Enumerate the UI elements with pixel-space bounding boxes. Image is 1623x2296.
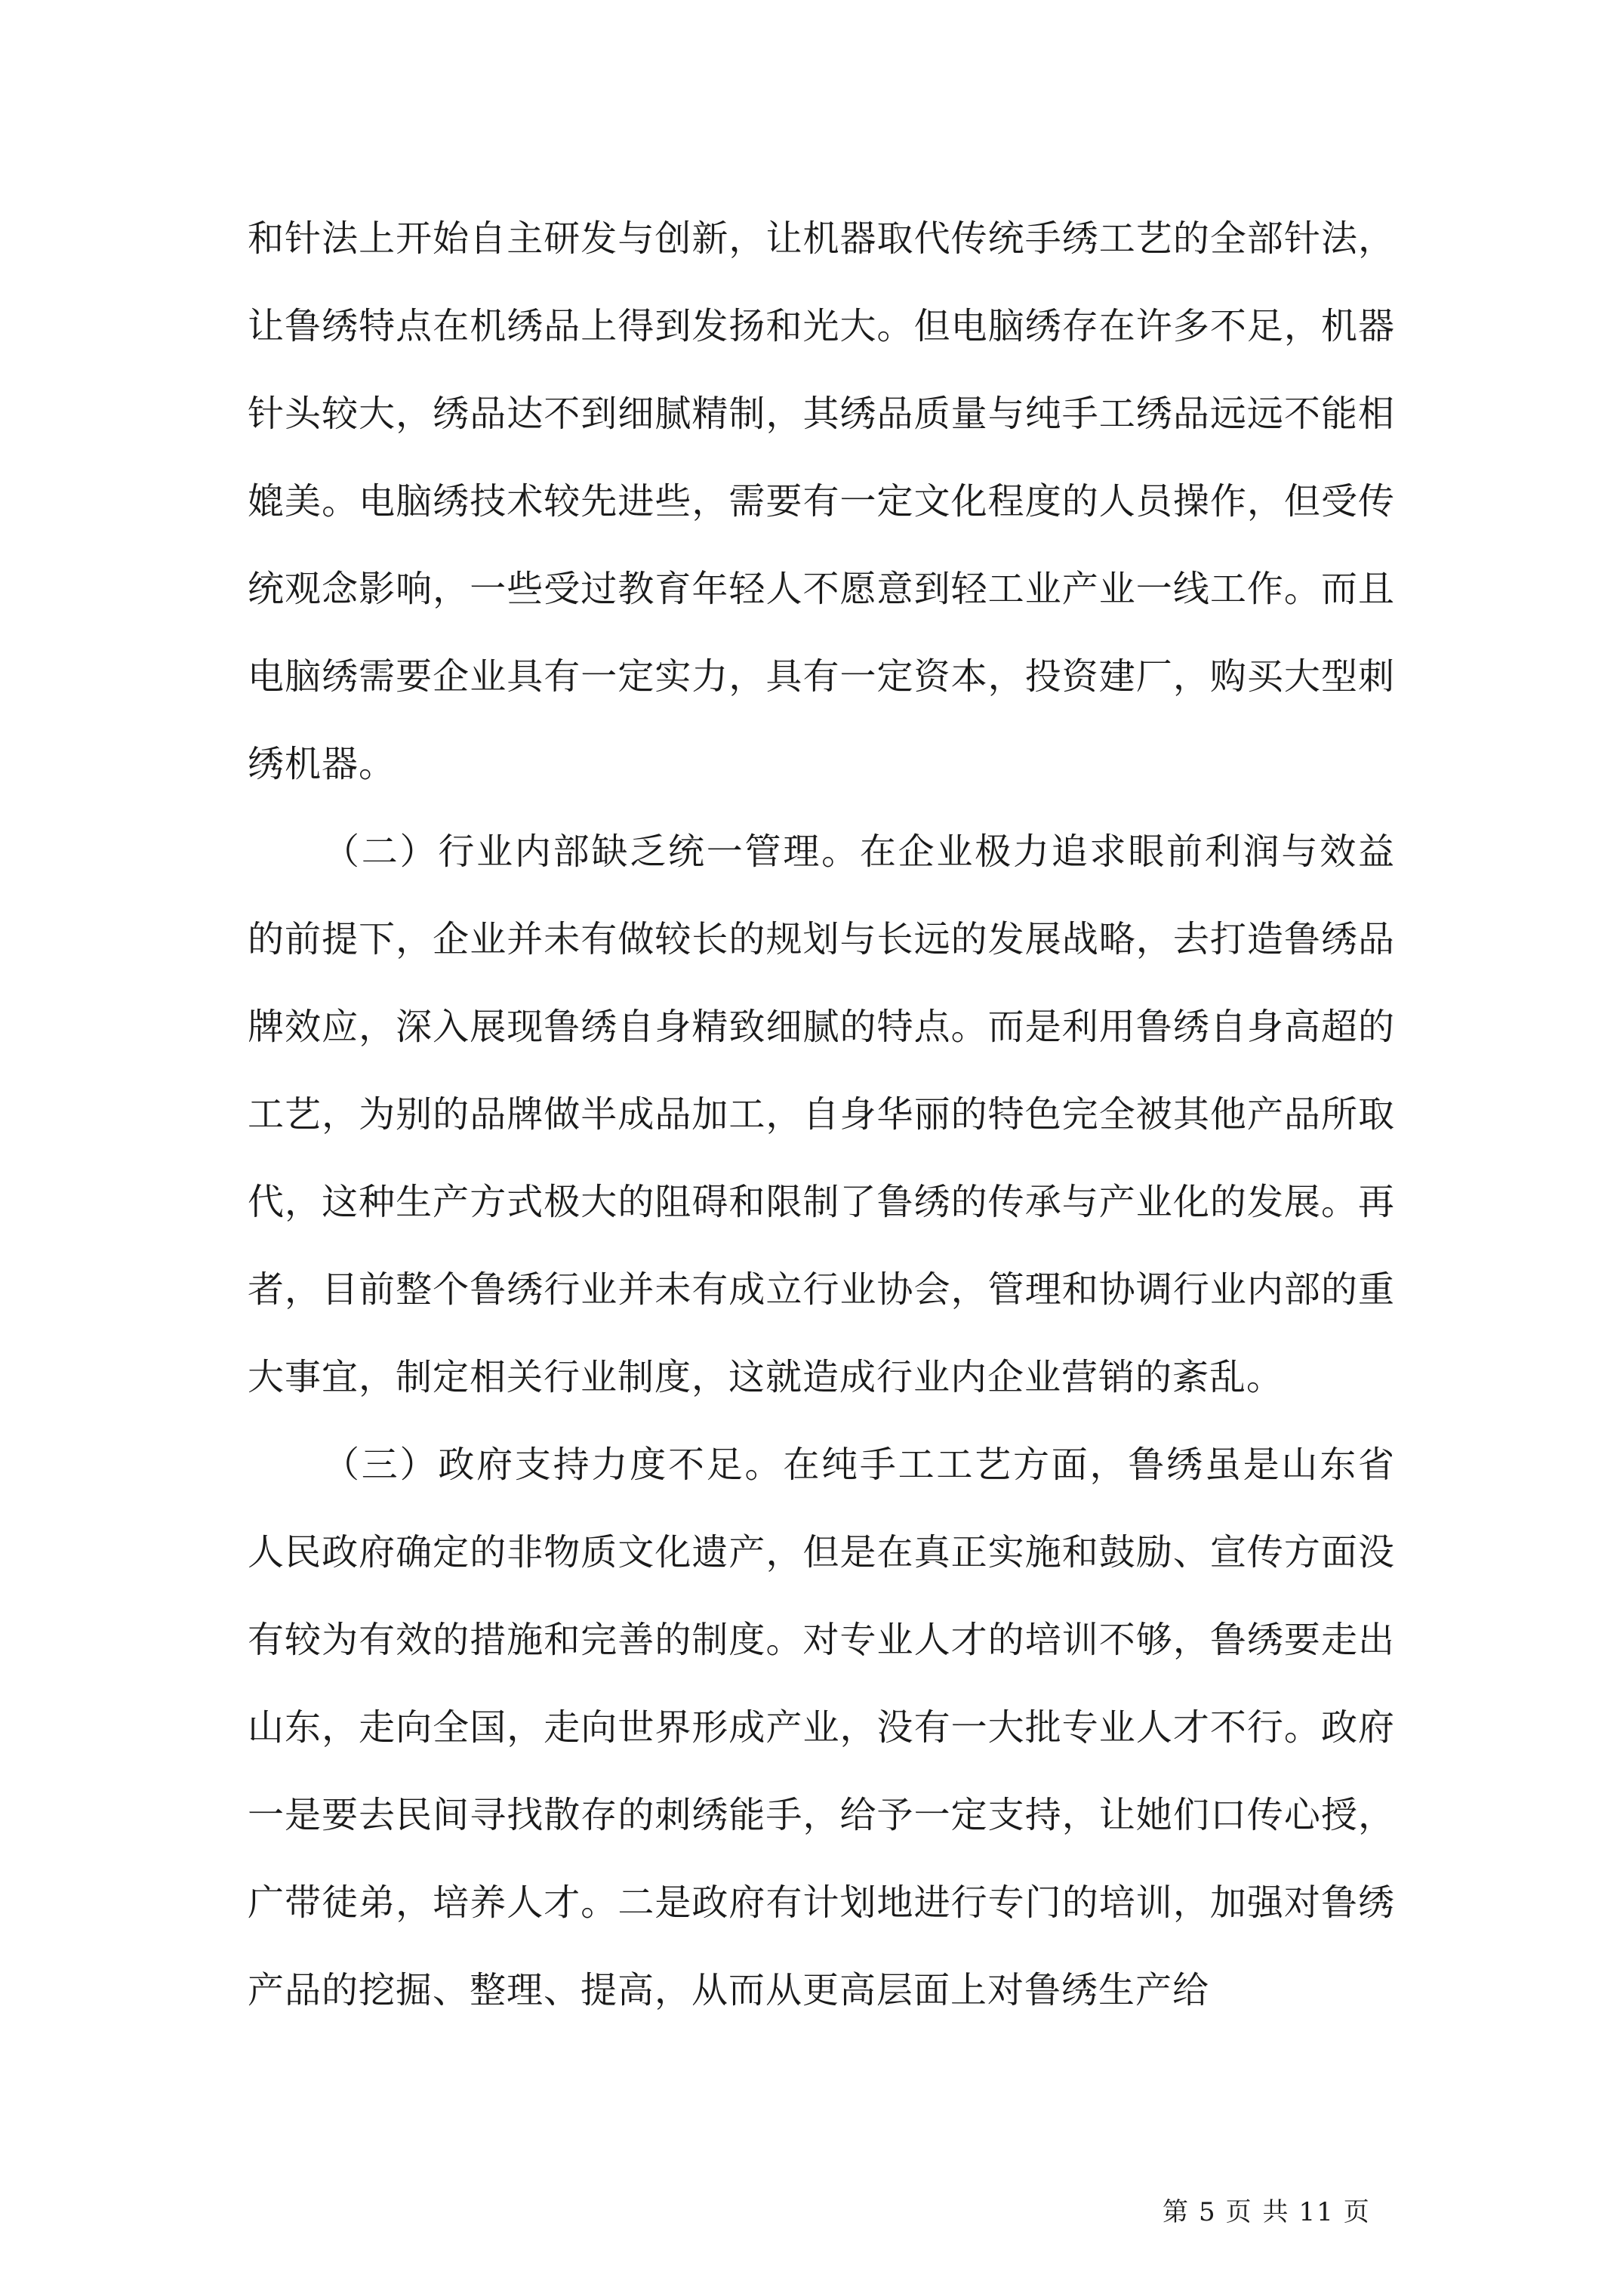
paragraph-2: （二）行业内部缺乏统一管理。在企业极力追求眼前利润与效益的前提下，企业并未有做较长的规划与长远的发展战略，去打造鲁绣品牌效应，深入展现鲁绣自身精致细腻的特点。而是利用鲁绣自身高超的工艺，为别的品牌做半成品加工，自身华丽的特色完全被其他产品所取代，这种生产方式极大的阻碍和限制了鲁绣的传承与产业化的发展。再者，目前整个鲁绣行业并未有成立行业协会，管理和协调行业内部的重大事宜，制定相关行业制度，这就造成行业内企业营销的紊乱。 bbox=[248, 831, 1395, 1398]
paragraph-3: （三）政府支持力度不足。在纯手工工艺方面，鲁绣虽是山东省人民政府确定的非物质文化遗产，但是在真正实施和鼓励、宣传方面没有较为有效的措施和完善的制度。对专业人才的培训不够，鲁绣要走出山东，走向全国，走向世界形成产业，没有一大批专业人才不行。政府一是要去民间寻找散存的刺绣能手，给予一定支持，让她们口传心授，广带徒弟，培养人才。二是政府有计划地进行专门的培训，加强对鲁绣产品的挖掘、整理、提高，从而从更高层面上对鲁绣生产给 bbox=[248, 1444, 1395, 2011]
footer-total-pages: 11 bbox=[1298, 2197, 1335, 2227]
footer-prefix: 第 bbox=[1163, 2197, 1190, 2227]
body-text bbox=[248, 195, 1395, 2034]
page-footer bbox=[1163, 2197, 1380, 2227]
footer-mid: 页 共 bbox=[1225, 2197, 1290, 2227]
footer-page-number: 5 bbox=[1199, 2197, 1217, 2227]
footer-suffix: 页 bbox=[1343, 2197, 1371, 2227]
paragraph-1: 和针法上开始自主研发与创新，让机器取代传统手绣工艺的全部针法，让鲁绣特点在机绣品上得到发扬和光大。但电脑绣存在许多不足，机器针头较大，绣品达不到细腻精制，其绣品质量与纯手工绣品远远不能相媲美。电脑绣技术较先进些，需要有一定文化程度的人员操作，但受传统观念影响，一些受过教育年轻人不愿意到轻工业产业一线工作。而且电脑绣需要企业具有一定实力，具有一定资本，投资建厂，购买大型刺绣机器。 bbox=[248, 217, 1395, 785]
